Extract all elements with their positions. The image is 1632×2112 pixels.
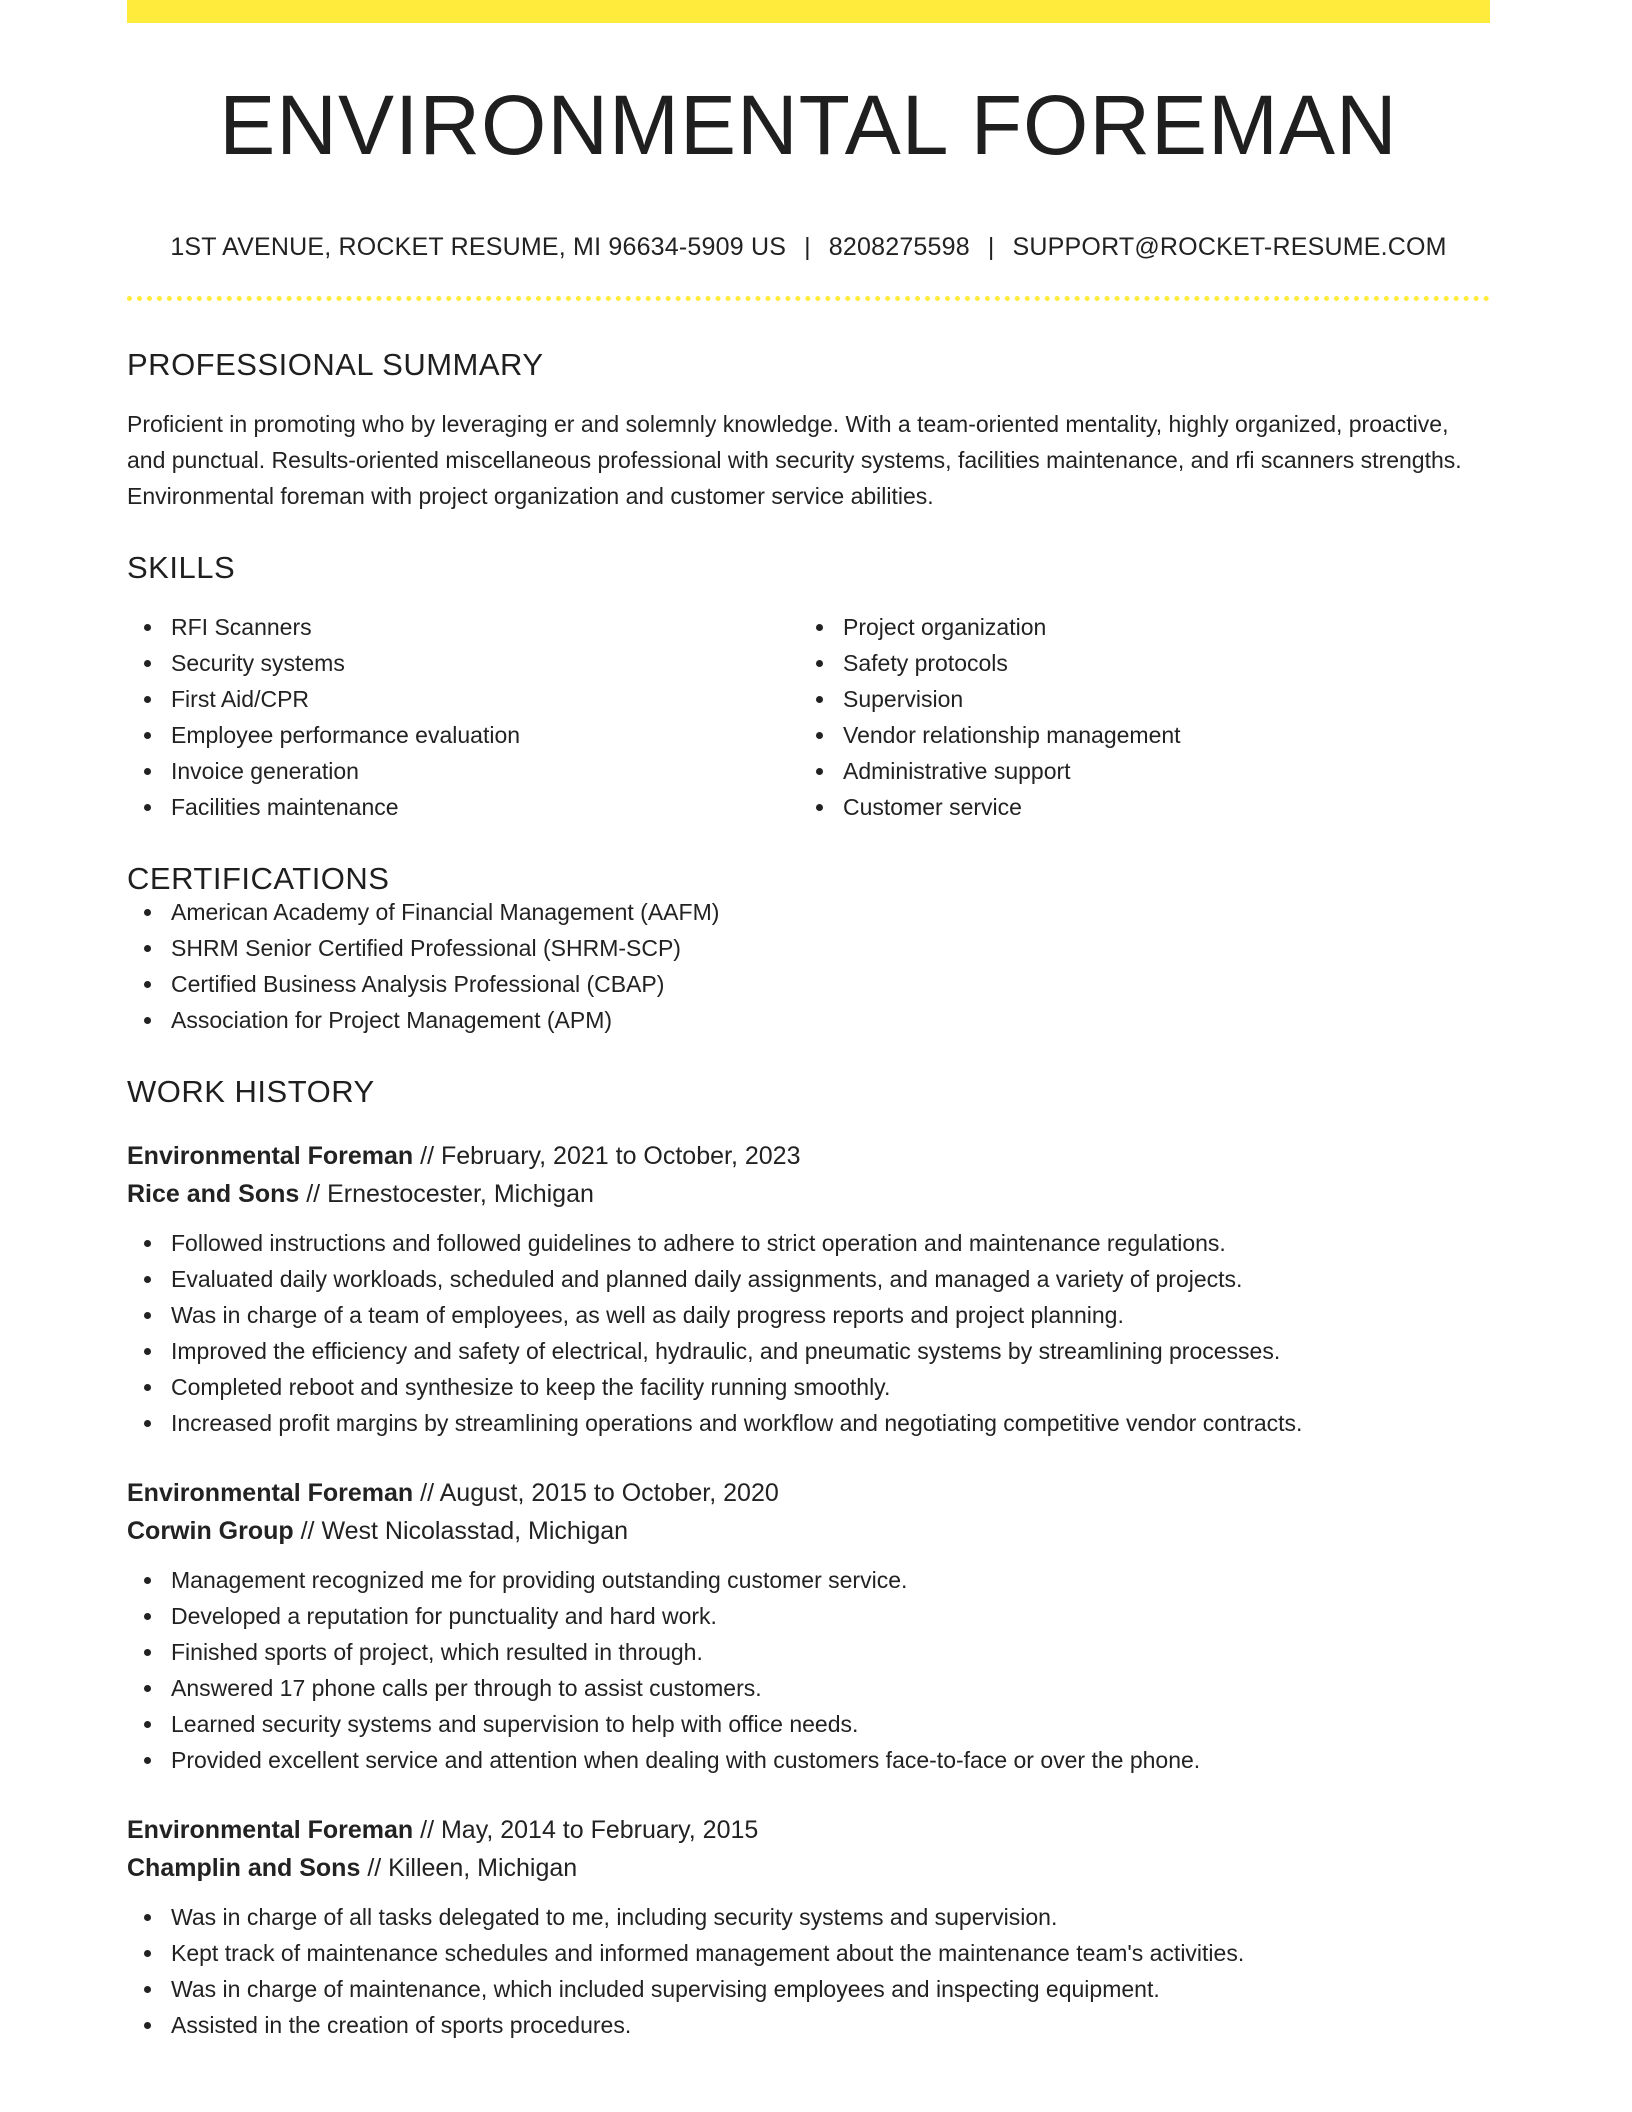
contact-separator: | <box>804 233 811 261</box>
certification-item: Association for Project Management (APM) <box>127 1002 1490 1038</box>
certification-item: Certified Business Analysis Professional (CBAP) <box>127 966 1490 1002</box>
job-location: Killeen, Michigan <box>388 1854 578 1882</box>
job-entry <box>127 1137 1490 1441</box>
job-bullet: Improved the efficiency and safety of electrical, hydraulic, and pneumatic systems by streamlining processes. <box>127 1333 1490 1369</box>
job-separator: // <box>300 1517 315 1545</box>
summary-heading: PROFESSIONAL SUMMARY <box>127 347 544 382</box>
job-bullets <box>127 1899 1490 2043</box>
certifications-heading: CERTIFICATIONS <box>127 861 390 896</box>
job-company: Rice and Sons <box>127 1180 300 1208</box>
job-bullet: Was in charge of maintenance, which included supervising employees and inspecting equipment. <box>127 1971 1490 2007</box>
contact-phone: 8208275598 <box>828 233 970 261</box>
job-company: Champlin and Sons <box>127 1854 361 1882</box>
job-bullet: Kept track of maintenance schedules and informed management about the maintenance team's activities. <box>127 1935 1490 1971</box>
job-bullet: Evaluated daily workloads, scheduled and planned daily assignments, and managed a variety of projects. <box>127 1261 1490 1297</box>
certification-item: American Academy of Financial Management (AAFM) <box>127 894 1490 930</box>
skill-item: RFI Scanners <box>127 609 799 645</box>
job-separator: // <box>420 1816 435 1844</box>
job-bullet: Provided excellent service and attention when dealing with customers face-to-face or over the phone. <box>127 1742 1490 1778</box>
skill-item: Customer service <box>799 789 1471 825</box>
job-entry <box>127 1474 1490 1778</box>
resume-title: ENVIRONMENTAL FOREMAN <box>219 78 1398 172</box>
job-company-line <box>127 1849 1490 1887</box>
contact-line <box>127 235 1490 260</box>
skill-item: Security systems <box>127 645 799 681</box>
job-dates: August, 2015 to October, 2020 <box>439 1479 779 1507</box>
job-location: West Nicolasstad, Michigan <box>321 1517 629 1545</box>
contact-separator: | <box>987 233 995 261</box>
job-role-line <box>127 1474 1490 1512</box>
job-role: Environmental Foreman <box>127 1816 414 1844</box>
job-bullet: Learned security systems and supervision to help with office needs. <box>127 1706 1490 1742</box>
job-separator: // <box>306 1180 321 1208</box>
job-bullets <box>127 1562 1490 1778</box>
contact-email: SUPPORT@ROCKET-RESUME.COM <box>1012 233 1447 261</box>
job-bullet: Assisted in the creation of sports procedures. <box>127 2007 1490 2043</box>
job-bullet: Was in charge of a team of employees, as well as daily progress reports and project planning. <box>127 1297 1490 1333</box>
job-bullets <box>127 1225 1490 1441</box>
skills-heading: SKILLS <box>127 550 236 585</box>
job-role: Environmental Foreman <box>127 1142 414 1170</box>
skill-item: Administrative support <box>799 753 1471 789</box>
skill-item: Vendor relationship management <box>799 717 1471 753</box>
certifications-list <box>127 894 1490 1038</box>
skill-item: First Aid/CPR <box>127 681 799 717</box>
job-bullet: Completed reboot and synthesize to keep the facility running smoothly. <box>127 1369 1490 1405</box>
job-dates: February, 2021 to October, 2023 <box>440 1142 801 1170</box>
job-dates: May, 2014 to February, 2015 <box>440 1816 759 1844</box>
skill-item: Employee performance evaluation <box>127 717 799 753</box>
job-bullet: Management recognized me for providing outstanding customer service. <box>127 1562 1490 1598</box>
skill-item: Project organization <box>799 609 1471 645</box>
job-bullet: Followed instructions and followed guidelines to adhere to strict operation and maintenance regulations. <box>127 1225 1490 1261</box>
job-bullet: Answered 17 phone calls per through to assist customers. <box>127 1670 1490 1706</box>
job-role-line <box>127 1811 1490 1849</box>
certification-item: SHRM Senior Certified Professional (SHRM-SCP) <box>127 930 1490 966</box>
skill-item: Facilities maintenance <box>127 789 799 825</box>
dotted-divider <box>127 296 1490 301</box>
skills-columns <box>127 609 1490 825</box>
skills-right-list <box>799 609 1471 825</box>
skill-item: Invoice generation <box>127 753 799 789</box>
skill-item: Supervision <box>799 681 1471 717</box>
summary-text: Proficient in promoting who by leveraging er and solemnly knowledge. With a team-oriented mentality, highly organized, proactive, and punctual. Results-oriented miscellaneous professional with security systems, facilities maintenance, and rfi scanners strengths. Environmental foreman with project organization and customer service abilities. <box>127 411 1462 509</box>
job-bullet: Developed a reputation for punctuality and hard work. <box>127 1598 1490 1634</box>
contact-address: 1ST AVENUE, ROCKET RESUME, MI 96634-5909 US <box>170 233 787 261</box>
work-history-heading: WORK HISTORY <box>127 1074 375 1109</box>
job-location: Ernestocester, Michigan <box>327 1180 594 1208</box>
job-entry <box>127 1811 1490 2043</box>
job-separator: // <box>420 1479 435 1507</box>
job-separator: // <box>420 1142 435 1170</box>
job-company-line <box>127 1175 1490 1213</box>
job-separator: // <box>367 1854 382 1882</box>
job-role: Environmental Foreman <box>127 1479 414 1507</box>
job-bullet: Increased profit margins by streamlining operations and workflow and negotiating competitive vendor contracts. <box>127 1405 1490 1441</box>
job-company-line <box>127 1512 1490 1550</box>
job-bullet: Was in charge of all tasks delegated to me, including security systems and supervision. <box>127 1899 1490 1935</box>
top-accent-bar <box>127 0 1490 23</box>
skills-left-list <box>127 609 799 825</box>
job-bullet: Finished sports of project, which resulted in through. <box>127 1634 1490 1670</box>
resume-page <box>127 0 1490 2043</box>
job-company: Corwin Group <box>127 1517 294 1545</box>
skill-item: Safety protocols <box>799 645 1471 681</box>
job-role-line <box>127 1137 1490 1175</box>
